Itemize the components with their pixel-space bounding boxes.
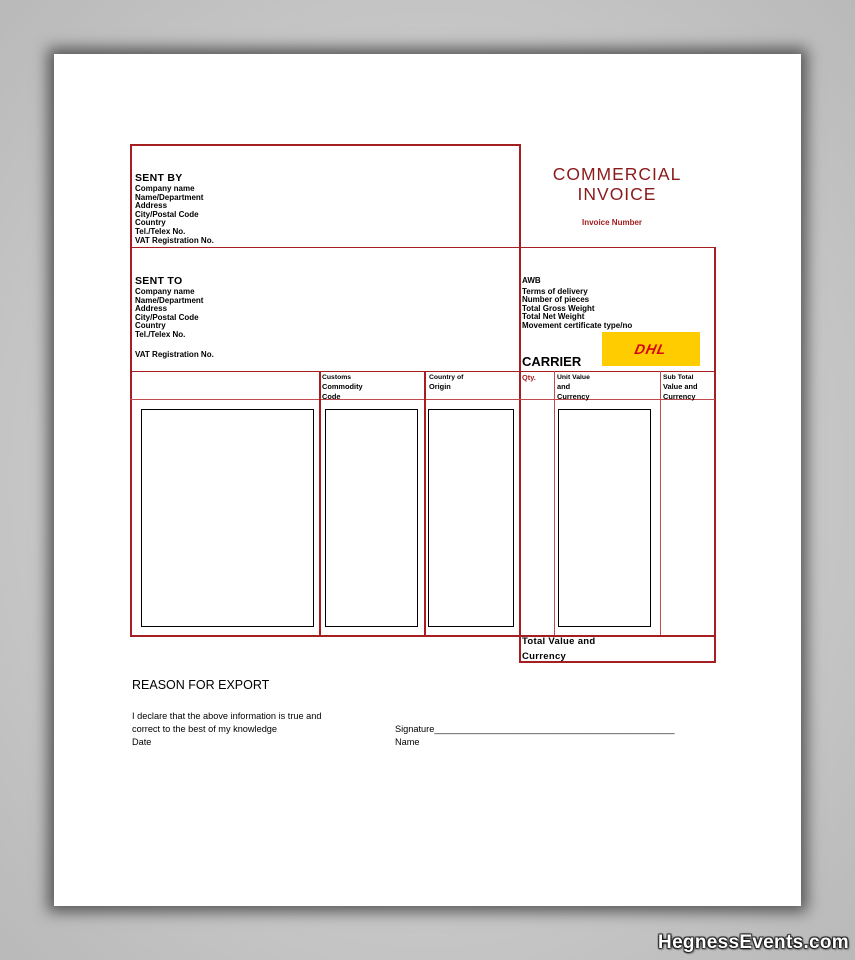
dhl-logo — [602, 332, 700, 366]
signature-line[interactable]: Signature_______________________________________________ — [395, 724, 675, 734]
frame-table-top — [130, 371, 715, 372]
frame-col-customs — [319, 371, 321, 637]
description-entry-box[interactable] — [141, 409, 314, 627]
name-label: Name — [395, 737, 420, 747]
col-header-qty: Qty. — [522, 373, 536, 382]
signature-block — [395, 723, 674, 749]
frame-header-bottom — [130, 399, 715, 400]
col-header-customs: Customs Commodity Code — [322, 374, 363, 401]
sent-by-heading: SENT BY — [135, 172, 183, 184]
watermark: HegnessEvents.com — [658, 932, 849, 953]
frame-left — [130, 144, 132, 637]
col-header-sub-total: Sub Total Value and Currency — [663, 374, 698, 401]
invoice-number-label: Invoice Number — [582, 218, 643, 227]
customs-code-entry-box[interactable] — [325, 409, 418, 627]
frame-sentby-bottom — [130, 247, 715, 248]
invoice-title: COMMERCIAL INVOICE — [552, 164, 682, 204]
dhl-logo-text: DHL — [633, 341, 669, 357]
frame-col-unit — [554, 371, 555, 635]
frame-col-subtotal — [660, 371, 661, 635]
col-header-origin: Country of Origin — [429, 374, 464, 392]
origin-entry-box[interactable] — [428, 409, 514, 627]
invoice-page — [54, 54, 801, 906]
frame-divider-vertical-1 — [519, 144, 521, 663]
reason-for-export-heading: REASON FOR EXPORT — [132, 678, 270, 692]
frame-top-left — [130, 144, 521, 146]
frame-right — [714, 247, 716, 663]
sent-by-fields: Company name Name/Department Address City/Postal Code Country Tel./Telex No. VAT Registration No. — [135, 184, 214, 245]
sent-to-fields: Company name Name/Department Address City/Postal Code Country Tel./Telex No. — [135, 287, 204, 339]
total-value-label: Total Value and Currency — [522, 636, 596, 662]
sent-to-vat: VAT Registration No. — [135, 350, 214, 359]
carrier-label: CARRIER — [522, 354, 582, 369]
frame-table-bottom — [130, 635, 716, 637]
shipment-fields: AWB Terms of delivery Number of pieces Total Gross Weight Total Net Weight Movement certificate type/no — [522, 276, 633, 330]
unit-value-entry-box[interactable] — [558, 409, 651, 627]
declaration-text: I declare that the above information is true and correct to the best of my knowledge Date — [132, 711, 322, 747]
frame-col-origin — [424, 371, 426, 637]
sent-to-heading: SENT TO — [135, 275, 183, 287]
col-header-unit-value: Unit Value and Currency — [557, 374, 590, 401]
